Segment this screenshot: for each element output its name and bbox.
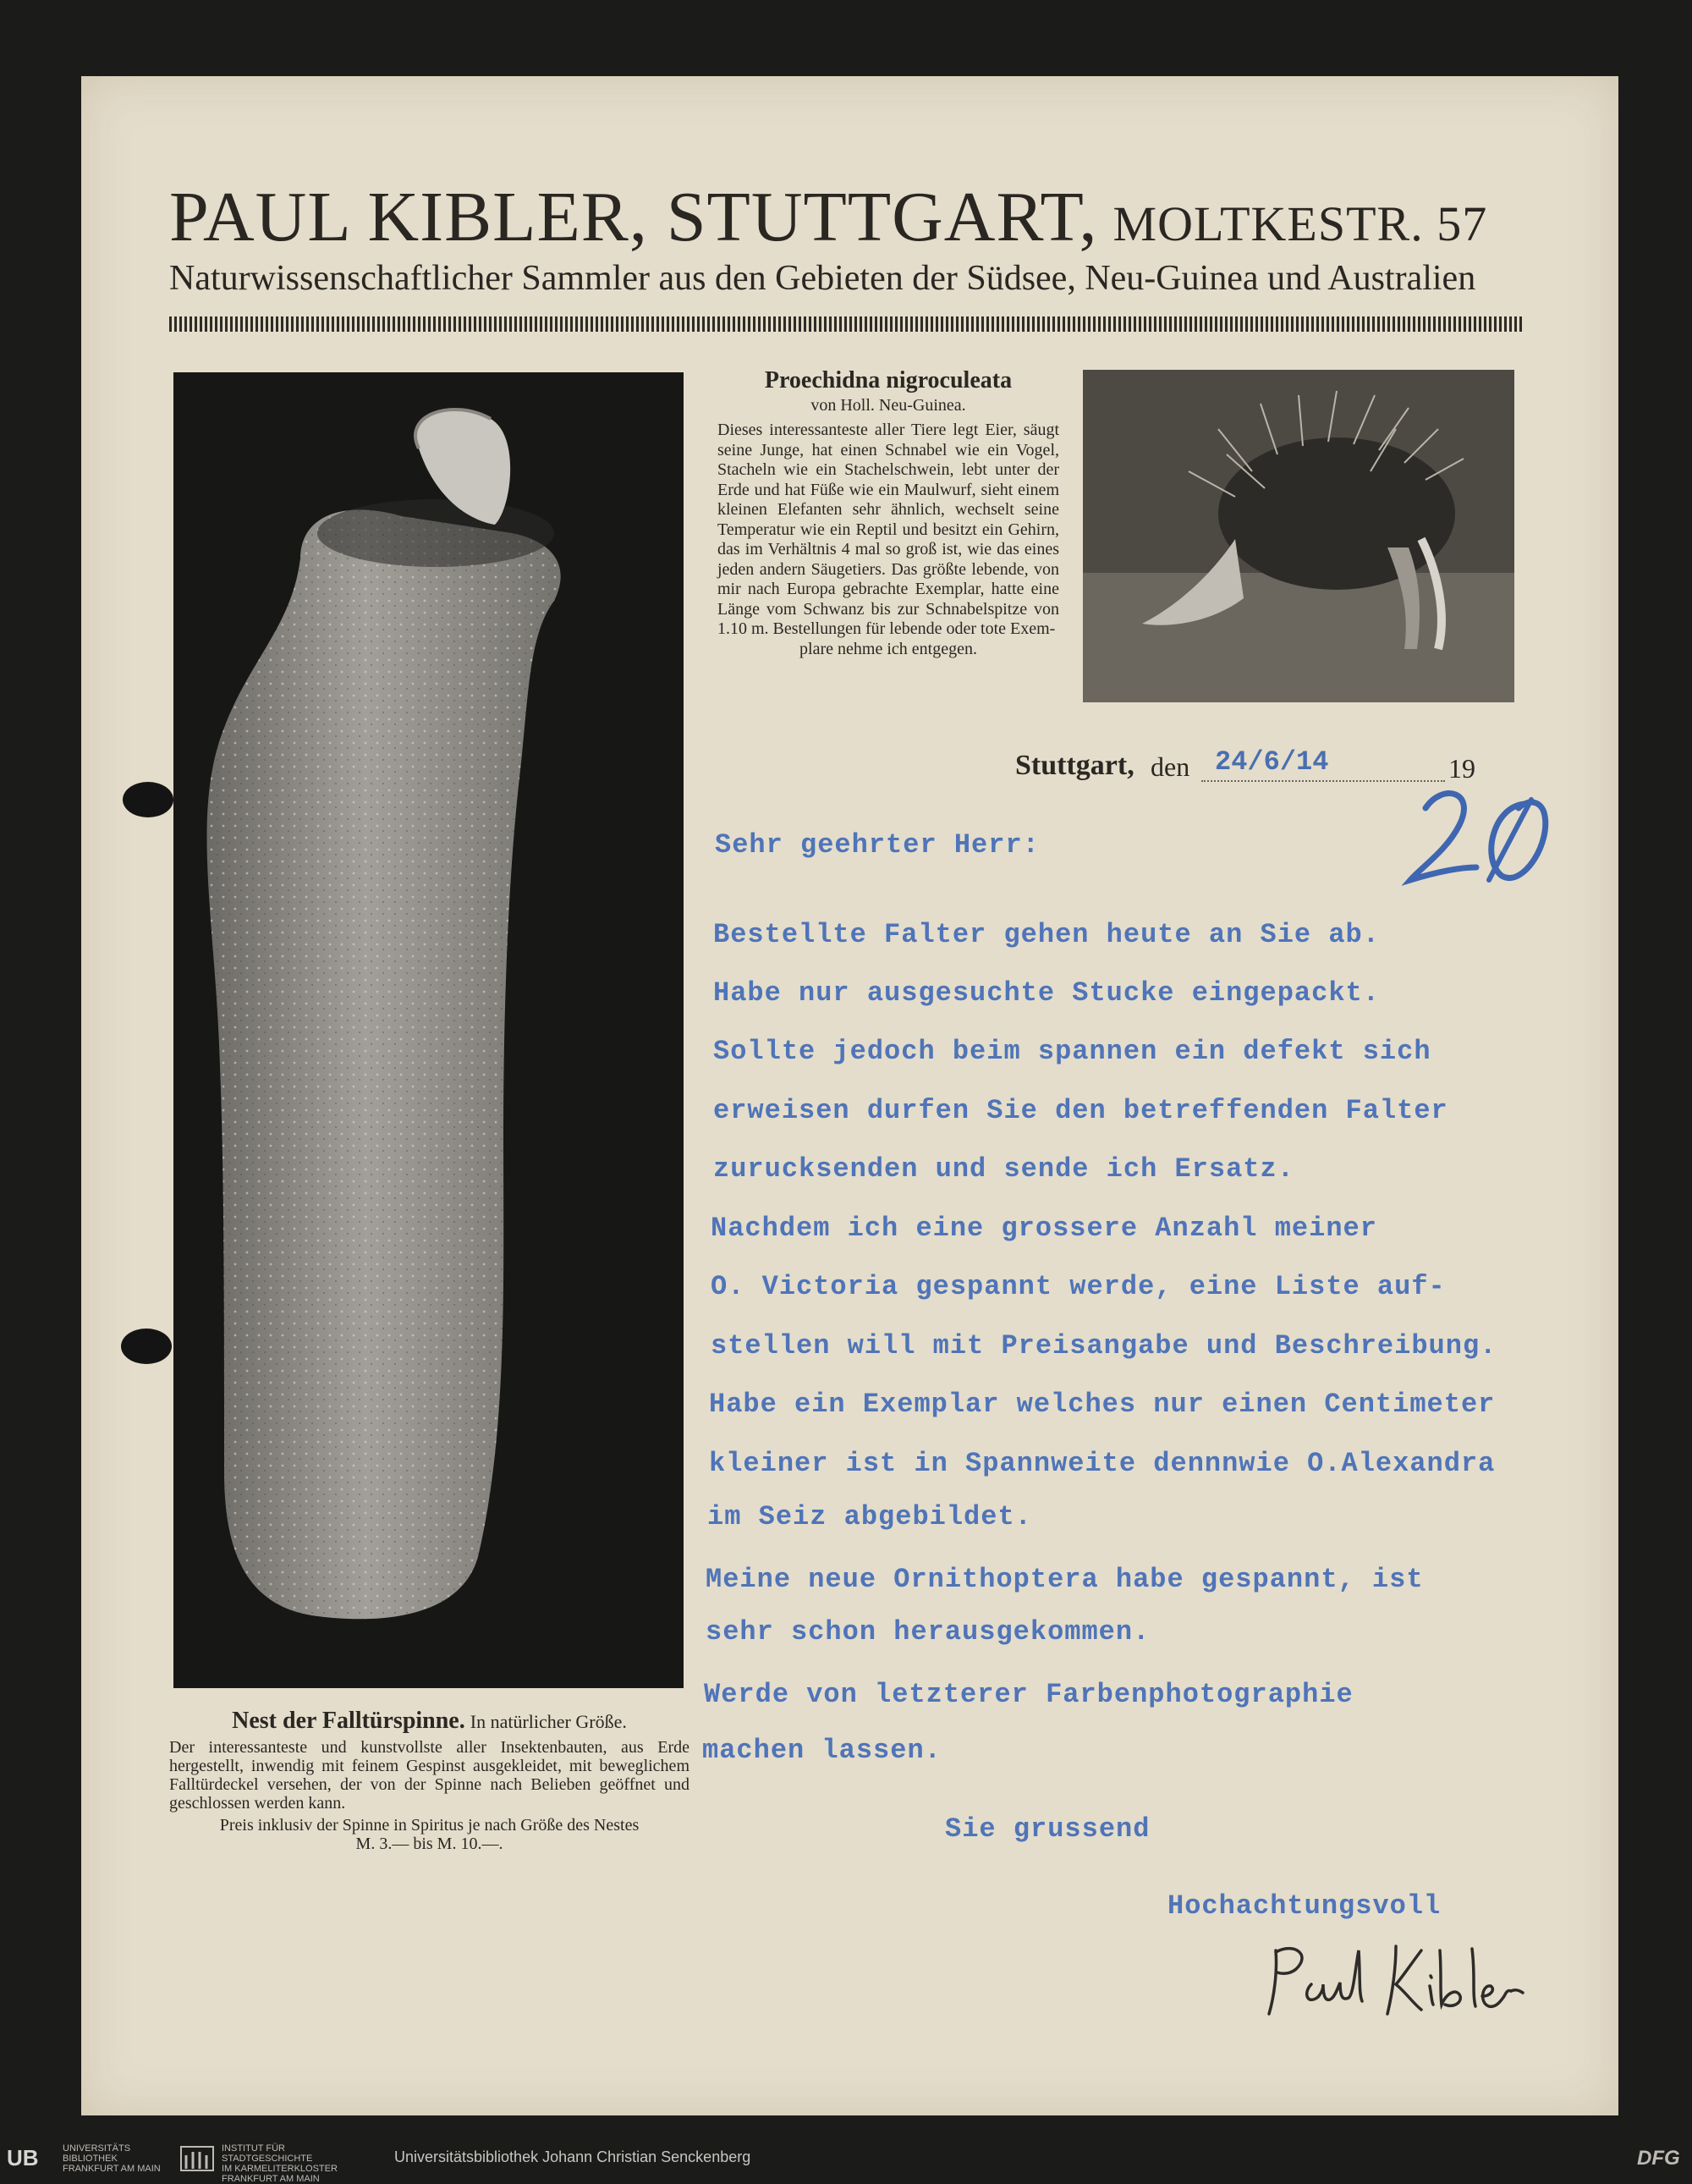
isg-logo-text [222,2143,338,2184]
dateline-year-prefix: 19 [1448,753,1475,784]
echidna-caption [717,367,1059,659]
isg-text-line-4: FRANKFURT AM MAIN [222,2174,320,2184]
dfg-logo: DFG [1637,2147,1680,2170]
letter-greeting: Sie grussend [945,1813,1151,1845]
letter-line-7: O. Victoria gespannt werde, eine Liste auf- [711,1271,1446,1302]
ub-text-line-3: FRANKFURT AM MAIN [63,2164,161,2174]
echidna-title: Proechidna nigroculeata [764,367,1013,393]
letter-line-12: Meine neue Ornithoptera habe gespannt, ist [706,1564,1424,1595]
footer-library-name: Universitätsbibliothek Johann Christian Senckenberg [394,2148,751,2165]
isg-text-line-2: STADTGESCHICHTE [222,2154,313,2164]
dateline-dotted-rule [1201,780,1445,782]
letter-line-5: zurucksenden und sende ich Ersatz. [713,1153,1294,1185]
letter-closing: Hochachtungsvoll [1167,1890,1442,1922]
nest-price-line-1: Preis inklusiv der Spinne in Spiritus je nach Größe des Nestes [219,1816,640,1835]
echidna-photo [1083,370,1514,702]
handwritten-signature [1261,1934,1548,2031]
typed-date: 24/6/14 [1215,746,1329,778]
echidna-description-last-line: plare nehme ich entgegen. [799,639,977,658]
nest-title: Nest der Falltürspinne. [232,1708,465,1734]
company-name: PAUL KIBLER, STUTTGART, [169,178,1098,256]
letter-salutation: Sehr geehrter Herr: [715,829,1040,861]
archive-footer-bar [0,2137,1692,2184]
ub-text-line-2: BIBLIOTHEK [63,2154,118,2164]
company-street: MOLTKESTR. 57 [1112,196,1488,251]
letterhead-subtitle: Naturwissenschaftlicher Sammler aus den Gebieten der Südsee, Neu-Guinea und Australien [169,259,1476,298]
echidna-description: Dieses interessanteste aller Tiere legt Eier, säugt seine Junge, hat einen Schnabel wie ein Vogel, Stacheln wie ein Stachelschwein, lebt unter der Erde und hat Füße wie ein Maulwurf, sieht einem kleinen Elefanten sehr ähnlich, wechselt seine Temperatur wie ein Reptil und besitzt ein Gehirn, das im Verhältnis 4 mal so groß ist, wie das eines jeden andern Säugetiers. Das größte lebende, von mir nach Europa gebrachte Exemplar, hatte eine Länge vom Schwanz bis zur Schnabelspitze von 1.10 m. Bestellungen für lebende oder tote Exem- [717,421,1059,638]
dateline-city: Stuttgart, [1015,750,1134,781]
trapdoor-spider-nest-photo [173,372,684,1688]
nest-price-line-2: M. 3.— bis M. 10.—. [355,1835,503,1853]
letter-line-6: Nachdem ich eine grossere Anzahl meiner [711,1213,1377,1244]
letter-line-14: Werde von letzterer Farbenphotographie [704,1679,1354,1710]
nest-description: Der interessanteste und kunstvollste aller Insektenbauten, aus Erde hergestellt, inwendig mit feinem Gespinst ausgekleidet, mit beweglichem Falltürdeckel versehen, der von der Spinne nach Belieben geöffnet und geschlossen werden kann. [169,1738,689,1813]
handwritten-year [1400,783,1569,897]
isg-text-line-3: IM KARMELITERKLOSTER [222,2164,338,2174]
nest-caption [169,1708,689,1853]
letter-line-8: stellen will mit Preisangabe und Beschreibung. [711,1330,1497,1362]
letter-line-3: Sollte jedoch beim spannen ein defekt sich [713,1036,1431,1067]
ub-logo: UB [7,2145,39,2170]
letter-line-13: sehr schon herausgekommen. [706,1616,1151,1648]
nest-title-note: In natürlicher Größe. [470,1711,627,1732]
punch-hole-top [123,782,173,817]
letterhead-title [169,176,1523,258]
punch-hole-bottom [121,1329,172,1364]
letter-line-11: im Seiz abgebildet. [707,1501,1032,1532]
ub-text-line-1: UNIVERSITÄTS [63,2143,131,2154]
isg-logo-icon [179,2143,215,2172]
isg-text-line-1: INSTITUT FÜR [222,2143,285,2154]
letterhead-rule [169,316,1523,332]
echidna-origin: von Holl. Neu-Guinea. [810,396,966,415]
letter-line-10: kleiner ist in Spannweite dennnwie O.Alexandra [709,1448,1496,1479]
letter-line-15: machen lassen. [702,1735,942,1766]
dateline-den: den [1151,751,1190,782]
letter-line-9: Habe ein Exemplar welches nur einen Centimeter [709,1389,1496,1420]
letter-line-4: erweisen durfen Sie den betreffenden Falter [713,1095,1448,1126]
ub-logo-text [63,2143,161,2174]
letter-line-2: Habe nur ausgesuchte Stucke eingepackt. [713,977,1380,1009]
letter-line-1: Bestellte Falter gehen heute an Sie ab. [713,919,1380,950]
